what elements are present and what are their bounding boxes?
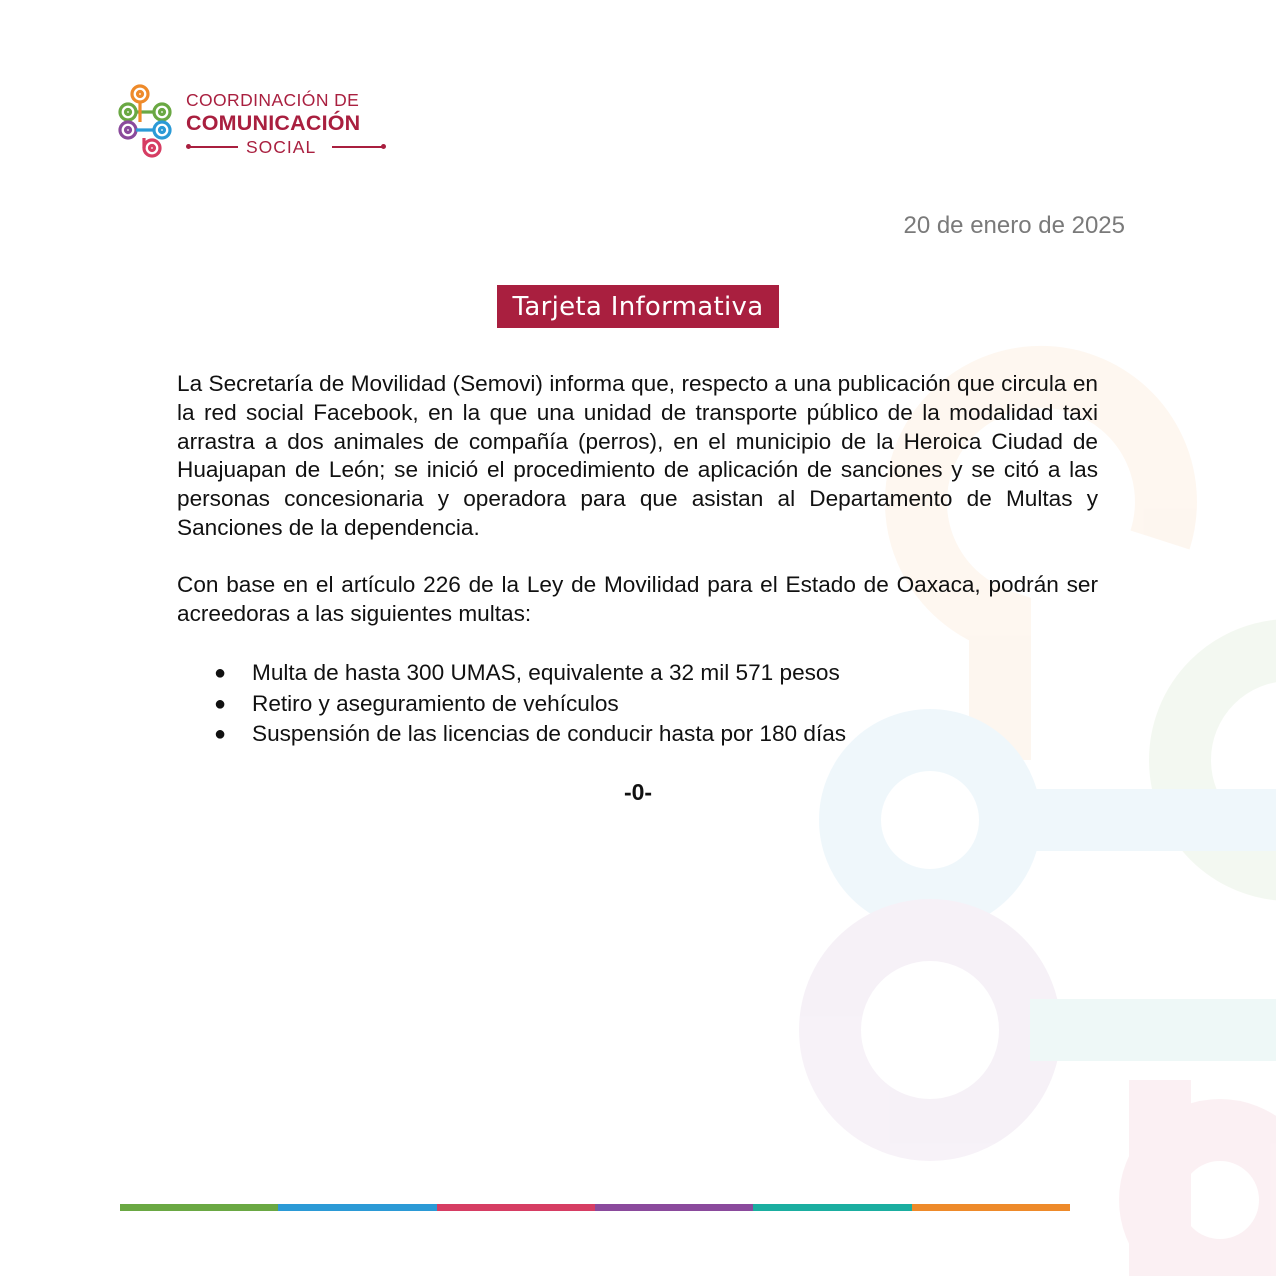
paragraph-2: Con base en el artículo 226 de la Ley de Movilidad para el Estado de Oaxaca, podrán ser acreedoras a las siguientes multas: <box>177 572 1098 626</box>
logo-line-1: COORDINACIÓN DE <box>186 90 360 110</box>
logo <box>118 82 398 164</box>
logo-line-3 <box>186 137 398 157</box>
footer-segment <box>912 1204 1070 1211</box>
footer-segment <box>437 1204 595 1211</box>
fines-list <box>177 658 1098 750</box>
list-item-text: Suspensión de las licencias de conducir hasta por 180 días <box>252 721 847 747</box>
logo-line-2: COMUNICACIÓN <box>186 111 361 135</box>
list-item-text: Multa de hasta 300 UMAS, equivalente a 32 mil 571 pesos <box>252 660 840 685</box>
logo-emblem-icon <box>118 82 176 162</box>
list-item-text: Retiro y aseguramiento de vehículos <box>252 690 619 716</box>
list-item: ● Retiro y aseguramiento de vehículos <box>214 690 619 716</box>
footer-segment <box>595 1204 753 1211</box>
paragraph-1: La Secretaría de Movilidad (Semovi) informa que, respecto a una publicación que circula en la red social Facebook, en la que una unidad de transporte público de la modalidad taxi arrastra a dos animales de compañía (perros), en el municipio de la Heroica Ciudad de Huajuapan de León; se inició el procedimiento de aplicación de sanciones y se citó a las personas concesionaria y operadora para que asistan al Departamento de Multas y Sanciones de la dependencia. <box>177 371 1098 540</box>
logo-line-3-text: SOCIAL <box>246 137 317 157</box>
end-mark: -0- <box>623 779 653 805</box>
list-item: ● Multa de hasta 300 UMAS, equivalente a 32 mil 571 pesos <box>214 660 840 685</box>
document-type-badge: Tarjeta Informativa <box>497 285 779 328</box>
document-date: 20 de enero de 2025 <box>903 212 1125 239</box>
footer-segment <box>753 1204 911 1211</box>
logo-wordmark <box>186 90 398 157</box>
footer-segment <box>278 1204 436 1211</box>
list-item: ● Suspensión de las licencias de conducir hasta por 180 días <box>214 721 847 747</box>
footer-segment <box>120 1204 278 1211</box>
footer-color-bar <box>120 1204 1070 1211</box>
